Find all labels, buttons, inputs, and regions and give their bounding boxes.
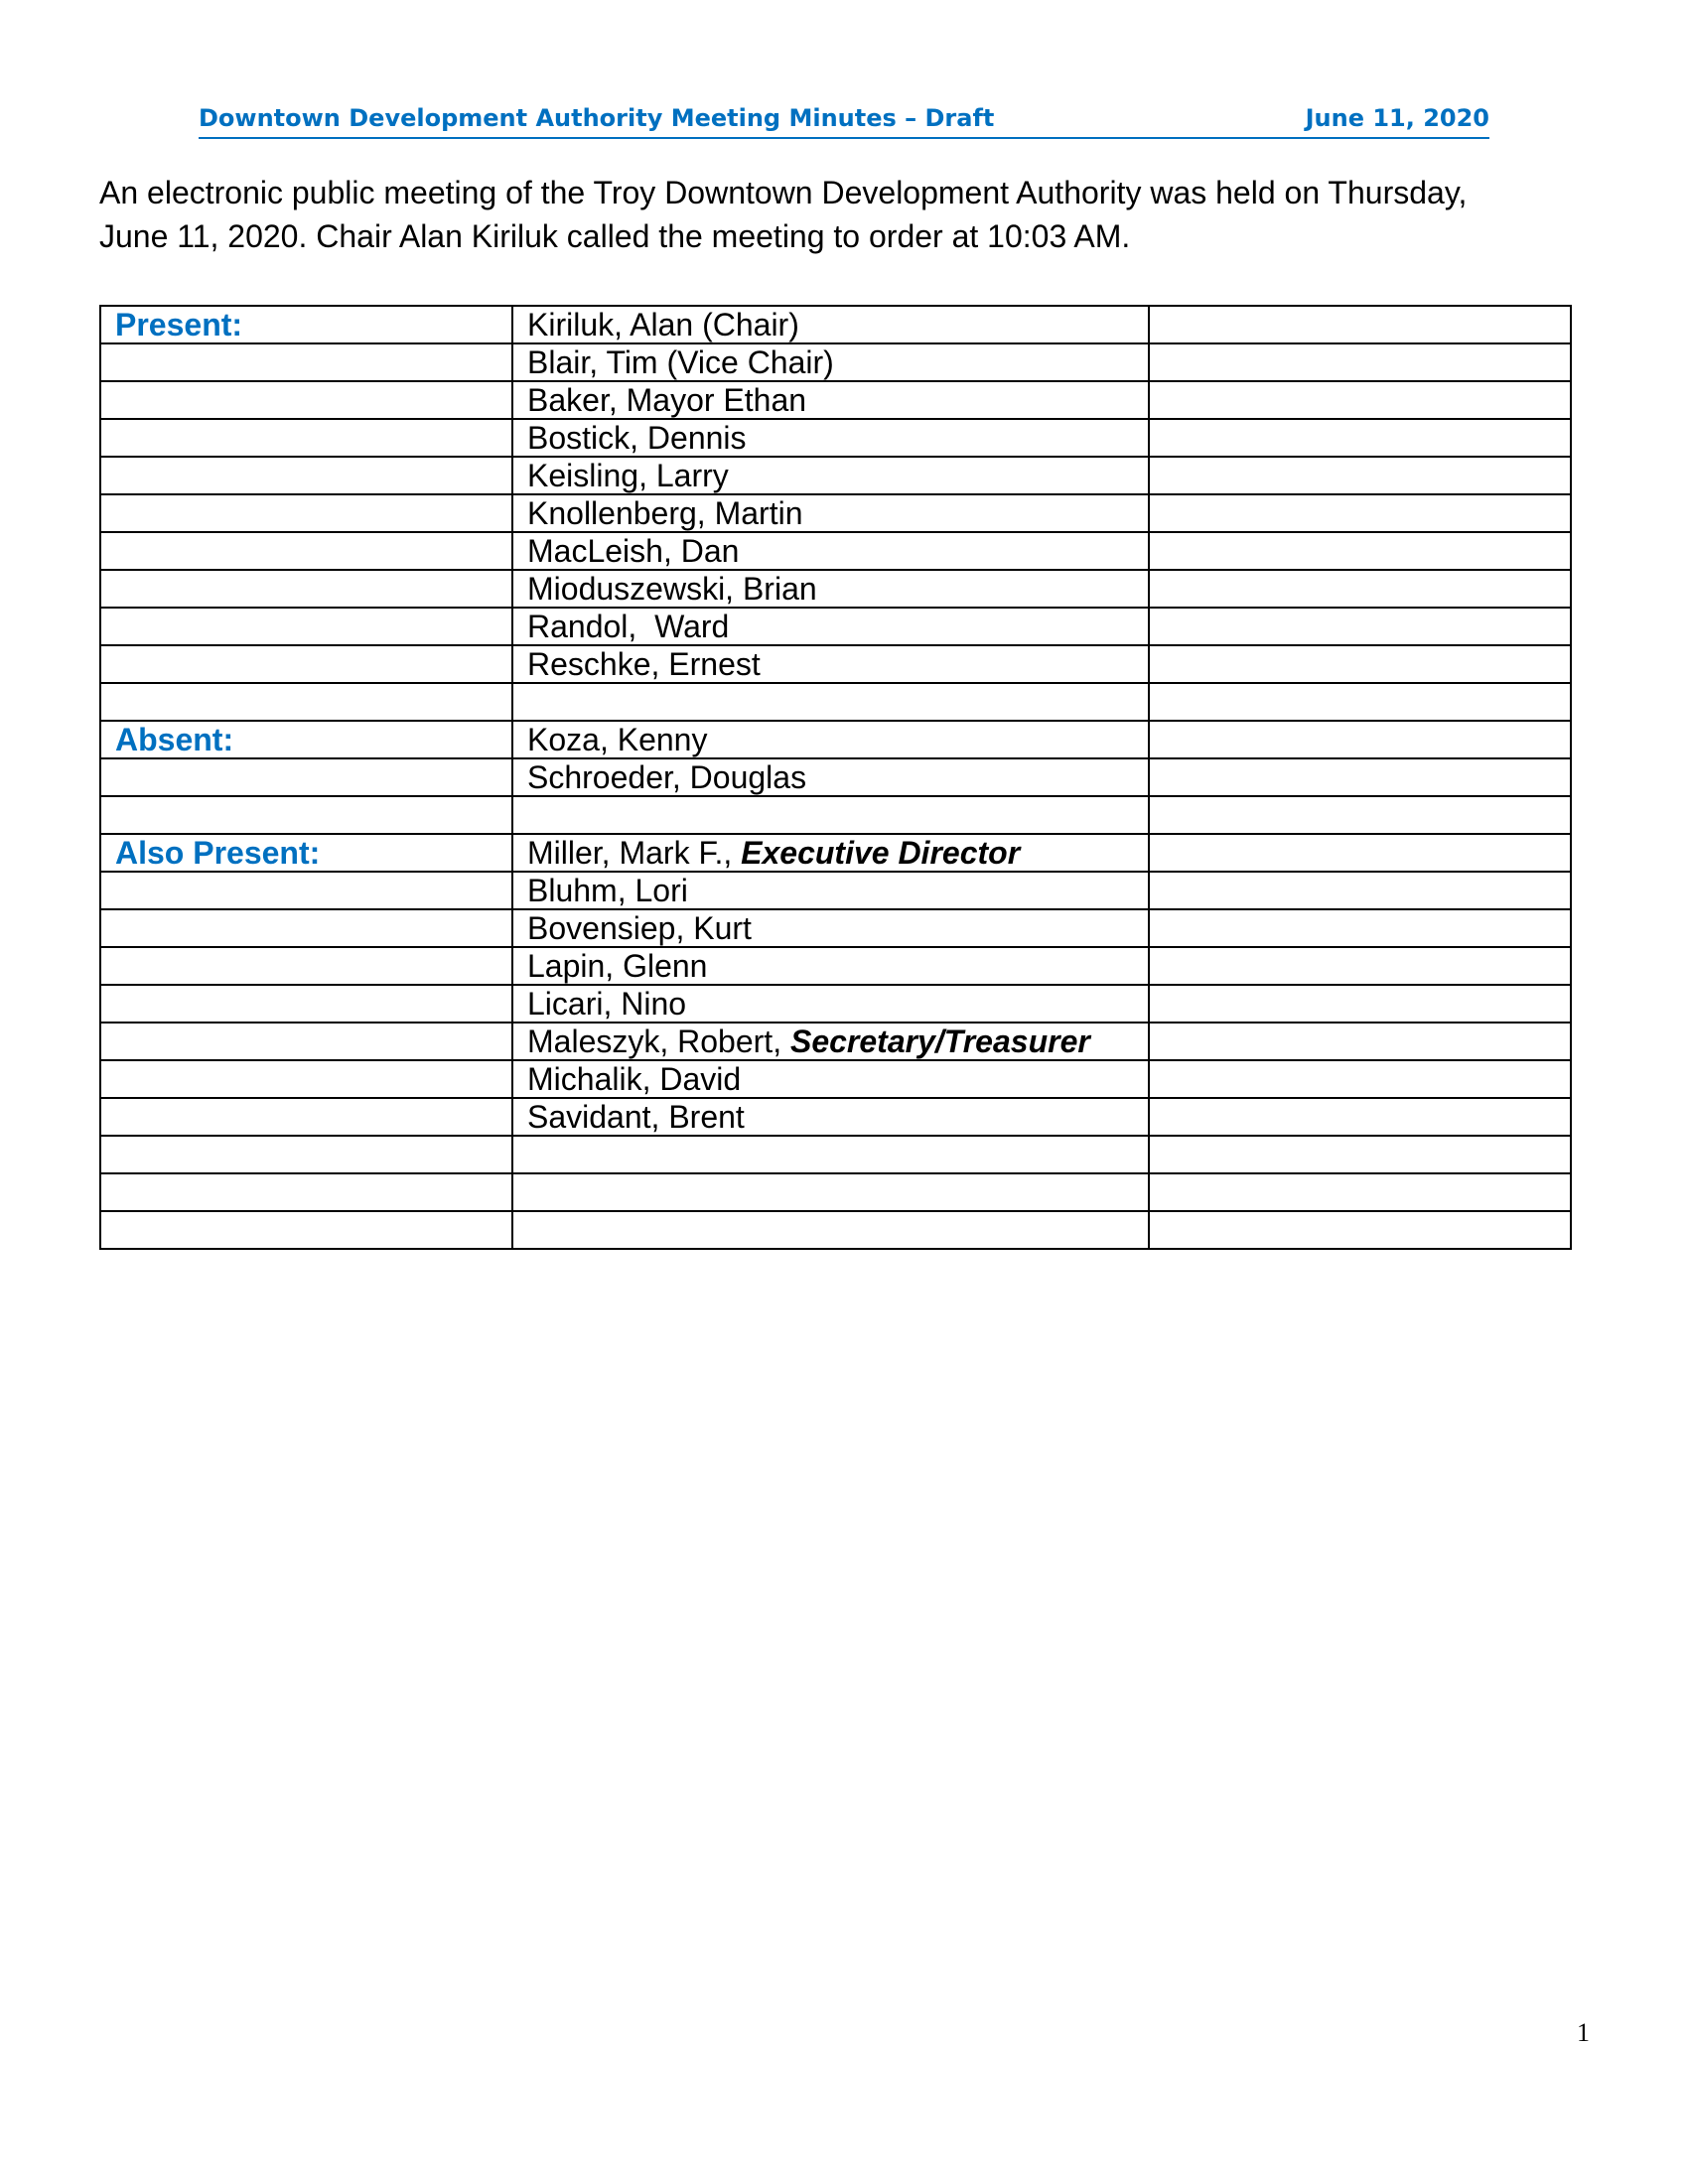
attendee-name [512,1023,1149,1060]
attendee-name: Kiriluk, Alan (Chair) [512,306,1149,343]
present-label: Present: [100,306,512,343]
empty-cell [1149,985,1571,1023]
empty-cell [1149,570,1571,608]
empty-cell [1149,834,1571,872]
empty-cell [1149,796,1571,834]
empty-cell [1149,1060,1571,1098]
table-row [100,1173,1571,1211]
empty-cell [1149,306,1571,343]
empty-cell [100,758,512,796]
attendance-table [99,305,1572,1250]
attendee-name: Knollenberg, Martin [512,494,1149,532]
attendee-name-text: Miller, Mark F., [527,835,742,871]
table-row [100,532,1571,570]
empty-cell [1149,1173,1571,1211]
empty-cell [100,985,512,1023]
table-row [100,758,1571,796]
table-row [100,909,1571,947]
empty-cell [1149,419,1571,457]
table-row [100,1136,1571,1173]
attendee-name: Baker, Mayor Ethan [512,381,1149,419]
absent-label: Absent: [100,721,512,758]
empty-cell [512,683,1149,721]
empty-cell [100,947,512,985]
empty-cell [100,1136,512,1173]
empty-cell [100,872,512,909]
empty-cell [1149,608,1571,645]
empty-cell [100,1060,512,1098]
also-present-label: Also Present: [100,834,512,872]
empty-cell [1149,1023,1571,1060]
empty-cell [1149,494,1571,532]
empty-cell [1149,532,1571,570]
attendee-name: Savidant, Brent [512,1098,1149,1136]
table-row [100,683,1571,721]
table-row [100,306,1571,343]
empty-cell [100,1211,512,1249]
empty-cell [100,645,512,683]
table-row [100,796,1571,834]
empty-cell [100,381,512,419]
empty-cell [1149,381,1571,419]
attendee-name: Bluhm, Lori [512,872,1149,909]
attendee-name: Michalik, David [512,1060,1149,1098]
empty-cell [512,796,1149,834]
empty-cell [512,1211,1149,1249]
table-row [100,494,1571,532]
table-row [100,457,1571,494]
empty-cell [100,796,512,834]
empty-cell [1149,1211,1571,1249]
table-row [100,419,1571,457]
attendee-name: Licari, Nino [512,985,1149,1023]
empty-cell [100,494,512,532]
empty-cell [100,608,512,645]
attendee-name [512,834,1149,872]
table-row [100,834,1571,872]
table-row [100,608,1571,645]
intro-line-2: June 11, 2020. Chair Alan Kiriluk called the meeting to order at 10:03 AM. [99,218,1131,254]
empty-cell [1149,721,1571,758]
empty-cell [512,1173,1149,1211]
attendee-name-text: Maleszyk, Robert, [527,1024,790,1059]
page-number: 1 [1577,2018,1590,2047]
empty-cell [512,1136,1149,1173]
attendee-name: Bostick, Dennis [512,419,1149,457]
attendee-role: Executive Director [741,835,1021,871]
table-row [100,721,1571,758]
empty-cell [100,909,512,947]
table-row [100,343,1571,381]
table-row [100,1060,1571,1098]
attendee-name: Schroeder, Douglas [512,758,1149,796]
empty-cell [1149,1136,1571,1173]
attendee-role: Secretary/Treasurer [789,1024,1090,1059]
table-row [100,1098,1571,1136]
table-row [100,947,1571,985]
attendee-name: Keisling, Larry [512,457,1149,494]
empty-cell [100,343,512,381]
attendee-name: Blair, Tim (Vice Chair) [512,343,1149,381]
empty-cell [100,1098,512,1136]
meeting-date: June 11, 2020 [1305,104,1489,132]
empty-cell [1149,343,1571,381]
table-row [100,1211,1571,1249]
empty-cell [1149,683,1571,721]
intro-line-1: An electronic public meeting of the Troy Downtown Development Authority was held on Thursday, [99,175,1468,210]
document-header [199,99,1489,139]
table-row [100,985,1571,1023]
empty-cell [100,683,512,721]
intro-paragraph [99,171,1589,258]
table-row [100,381,1571,419]
empty-cell [100,419,512,457]
empty-cell [100,1173,512,1211]
document-title: Downtown Development Authority Meeting Minutes – Draft [199,104,995,132]
empty-cell [100,570,512,608]
attendee-name: Reschke, Ernest [512,645,1149,683]
attendee-name: Bovensiep, Kurt [512,909,1149,947]
empty-cell [1149,872,1571,909]
empty-cell [1149,947,1571,985]
table-row [100,645,1571,683]
attendee-name: Koza, Kenny [512,721,1149,758]
empty-cell [100,457,512,494]
table-row [100,872,1571,909]
attendee-name: Randol, Ward [512,608,1149,645]
empty-cell [1149,1098,1571,1136]
empty-cell [1149,909,1571,947]
attendee-name: Mioduszewski, Brian [512,570,1149,608]
empty-cell [100,532,512,570]
table-row [100,1023,1571,1060]
attendee-name: Lapin, Glenn [512,947,1149,985]
empty-cell [100,1023,512,1060]
table-row [100,570,1571,608]
empty-cell [1149,645,1571,683]
empty-cell [1149,758,1571,796]
empty-cell [1149,457,1571,494]
attendee-name: MacLeish, Dan [512,532,1149,570]
